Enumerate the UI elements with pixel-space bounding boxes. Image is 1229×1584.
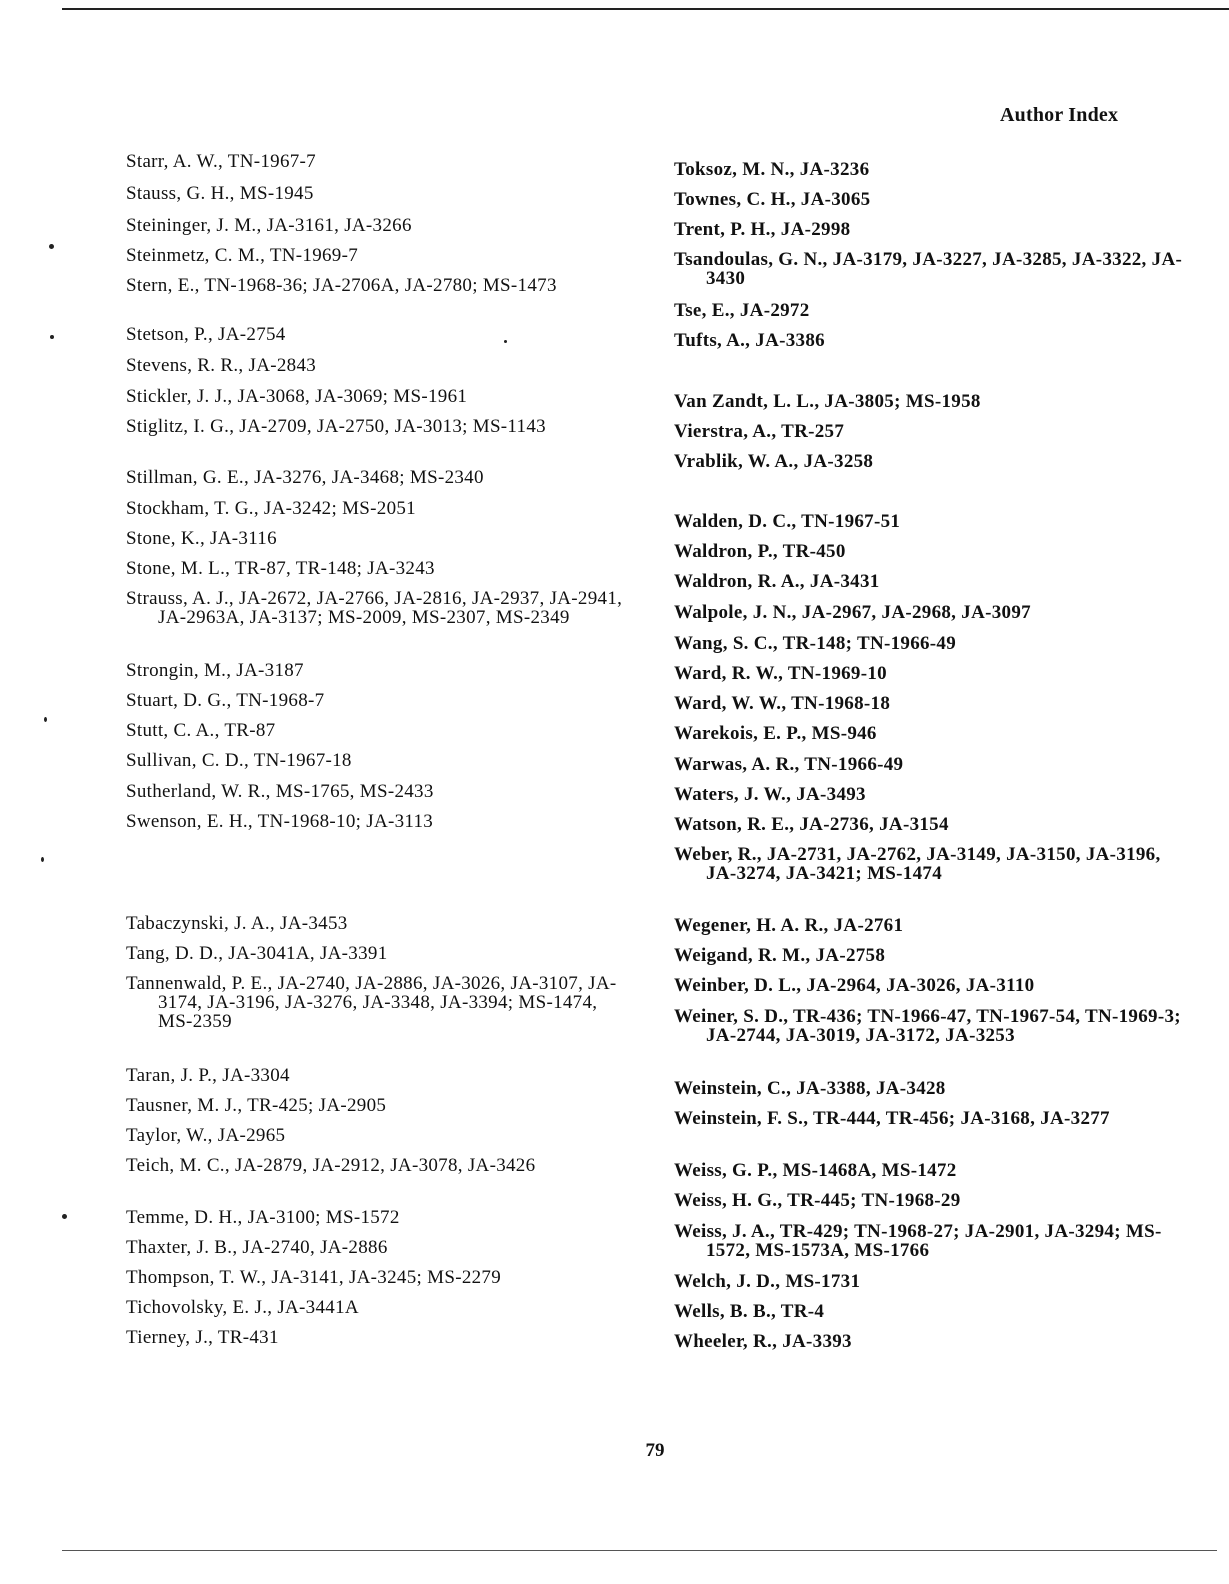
right-index-column [674, 160, 1194, 1362]
page-header: Author Index [1000, 104, 1119, 126]
index-entry: Warekois, E. P., MS-946 [674, 723, 877, 744]
index-entry: Tse, E., JA-2972 [674, 300, 810, 321]
index-entry: Weiss, H. G., TR-445; TN-1968-29 [674, 1190, 961, 1211]
index-entry: Ward, R. W., TN-1969-10 [674, 663, 887, 684]
index-entry: Strauss, A. J., JA-2672, JA-2766, JA-2816, JA-2937, JA-2941, JA-2963A, JA-3137; MS-2009, MS-2307, MS-2349 [126, 588, 623, 628]
index-entry: Toksoz, M. N., JA-3236 [674, 159, 870, 180]
index-entry: Wheeler, R., JA-3393 [674, 1331, 852, 1352]
index-entry: Weigand, R. M., JA-2758 [674, 945, 886, 966]
index-entry: Townes, C. H., JA-3065 [674, 189, 871, 210]
index-entry: Tichovolsky, E. J., JA-3441A [126, 1297, 359, 1318]
index-entry: Stern, E., TN-1968-36; JA-2706A, JA-2780; MS-1473 [126, 275, 557, 296]
index-entry: Wegener, H. A. R., JA-2761 [674, 915, 904, 936]
index-entry: Ward, W. W., TN-1968-18 [674, 693, 891, 714]
index-entry: Van Zandt, L. L., JA-3805; MS-1958 [674, 391, 981, 412]
index-entry: Stauss, G. H., MS-1945 [126, 183, 314, 204]
index-entry: Weiss, G. P., MS-1468A, MS-1472 [674, 1160, 957, 1181]
index-entry: Sullivan, C. D., TN-1967-18 [126, 750, 352, 771]
index-entry: Walpole, J. N., JA-2967, JA-2968, JA-3097 [674, 602, 1031, 623]
index-entry: Starr, A. W., TN-1967-7 [126, 151, 316, 172]
index-entry: Weiss, J. A., TR-429; TN-1968-27; JA-2901, JA-3294; MS-1572, MS-1573A, MS-1766 [674, 1221, 1162, 1261]
index-entry: Stiglitz, I. G., JA-2709, JA-2750, JA-3013; MS-1143 [126, 416, 546, 437]
index-entry: Stuart, D. G., TN-1968-7 [126, 690, 325, 711]
index-entry: Stockham, T. G., JA-3242; MS-2051 [126, 498, 416, 519]
left-index-column [126, 152, 626, 1358]
index-entry: Teich, M. C., JA-2879, JA-2912, JA-3078, JA-3426 [126, 1155, 536, 1176]
index-entry: Tausner, M. J., TR-425; JA-2905 [126, 1095, 387, 1116]
index-entry: Steininger, J. M., JA-3161, JA-3266 [126, 215, 412, 236]
index-entry: Tabaczynski, J. A., JA-3453 [126, 913, 348, 934]
index-entry: Weinber, D. L., JA-2964, JA-3026, JA-3110 [674, 975, 1035, 996]
scan-speck [41, 857, 44, 862]
index-entry: Vierstra, A., TR-257 [674, 421, 845, 442]
index-entry: Thompson, T. W., JA-3141, JA-3245; MS-2279 [126, 1267, 502, 1288]
index-entry: Stevens, R. R., JA-2843 [126, 355, 317, 376]
index-entry: Sutherland, W. R., MS-1765, MS-2433 [126, 781, 434, 802]
index-entry: Stone, M. L., TR-87, TR-148; JA-3243 [126, 558, 435, 579]
index-entry: Trent, P. H., JA-2998 [674, 219, 851, 240]
index-entry: Thaxter, J. B., JA-2740, JA-2886 [126, 1237, 388, 1258]
top-rule [62, 8, 1229, 10]
scan-speck [62, 1214, 67, 1219]
scan-speck [49, 244, 54, 249]
index-entry: Weinstein, F. S., TR-444, TR-456; JA-3168, JA-3277 [674, 1108, 1110, 1129]
index-entry: Walden, D. C., TN-1967-51 [674, 511, 901, 532]
index-entry: Watson, R. E., JA-2736, JA-3154 [674, 814, 949, 835]
index-entry: Wells, B. B., TR-4 [674, 1301, 825, 1322]
index-entry: Temme, D. H., JA-3100; MS-1572 [126, 1207, 400, 1228]
index-entry: Stutt, C. A., TR-87 [126, 720, 276, 741]
index-entry: Strongin, M., JA-3187 [126, 660, 304, 681]
index-entry: Stickler, J. J., JA-3068, JA-3069; MS-1961 [126, 386, 468, 407]
index-entry: Swenson, E. H., TN-1968-10; JA-3113 [126, 811, 434, 832]
index-entry: Warwas, A. R., TN-1966-49 [674, 754, 904, 775]
index-entry: Tierney, J., TR-431 [126, 1327, 279, 1348]
index-entry: Waldron, R. A., JA-3431 [674, 571, 880, 592]
index-entry: Taylor, W., JA-2965 [126, 1125, 286, 1146]
index-entry: Weiner, S. D., TR-436; TN-1966-47, TN-1967-54, TN-1969-3; JA-2744, JA-3019, JA-3172, JA-3253 [674, 1006, 1181, 1046]
index-entry: Waldron, P., TR-450 [674, 541, 846, 562]
scan-speck [44, 717, 47, 722]
index-entry: Tsandoulas, G. N., JA-3179, JA-3227, JA-3285, JA-3322, JA-3430 [674, 249, 1183, 289]
index-entry: Tufts, A., JA-3386 [674, 330, 825, 351]
index-entry: Vrablik, W. A., JA-3258 [674, 451, 874, 472]
page-number: 79 [645, 1440, 665, 1461]
index-entry: Stone, K., JA-3116 [126, 528, 277, 549]
index-entry: Taran, J. P., JA-3304 [126, 1065, 290, 1086]
scan-speck [504, 340, 507, 343]
index-entry: Wang, S. C., TR-148; TN-1966-49 [674, 633, 957, 654]
index-entry: Steinmetz, C. M., TN-1969-7 [126, 245, 359, 266]
index-entry: Waters, J. W., JA-3493 [674, 784, 866, 805]
index-entry: Weinstein, C., JA-3388, JA-3428 [674, 1078, 946, 1099]
index-entry: Tang, D. D., JA-3041A, JA-3391 [126, 943, 388, 964]
index-entry: Weber, R., JA-2731, JA-2762, JA-3149, JA-3150, JA-3196, JA-3274, JA-3421; MS-1474 [674, 844, 1161, 884]
index-entry: Stillman, G. E., JA-3276, JA-3468; MS-2340 [126, 467, 484, 488]
index-entry: Welch, J. D., MS-1731 [674, 1271, 861, 1292]
bottom-rule [62, 1550, 1217, 1551]
index-entry: Stetson, P., JA-2754 [126, 324, 286, 345]
scan-speck [50, 335, 54, 339]
index-entry: Tannenwald, P. E., JA-2740, JA-2886, JA-3026, JA-3107, JA-3174, JA-3196, JA-3276, JA-3348, JA-3394; MS-1474, MS-2359 [126, 973, 617, 1032]
